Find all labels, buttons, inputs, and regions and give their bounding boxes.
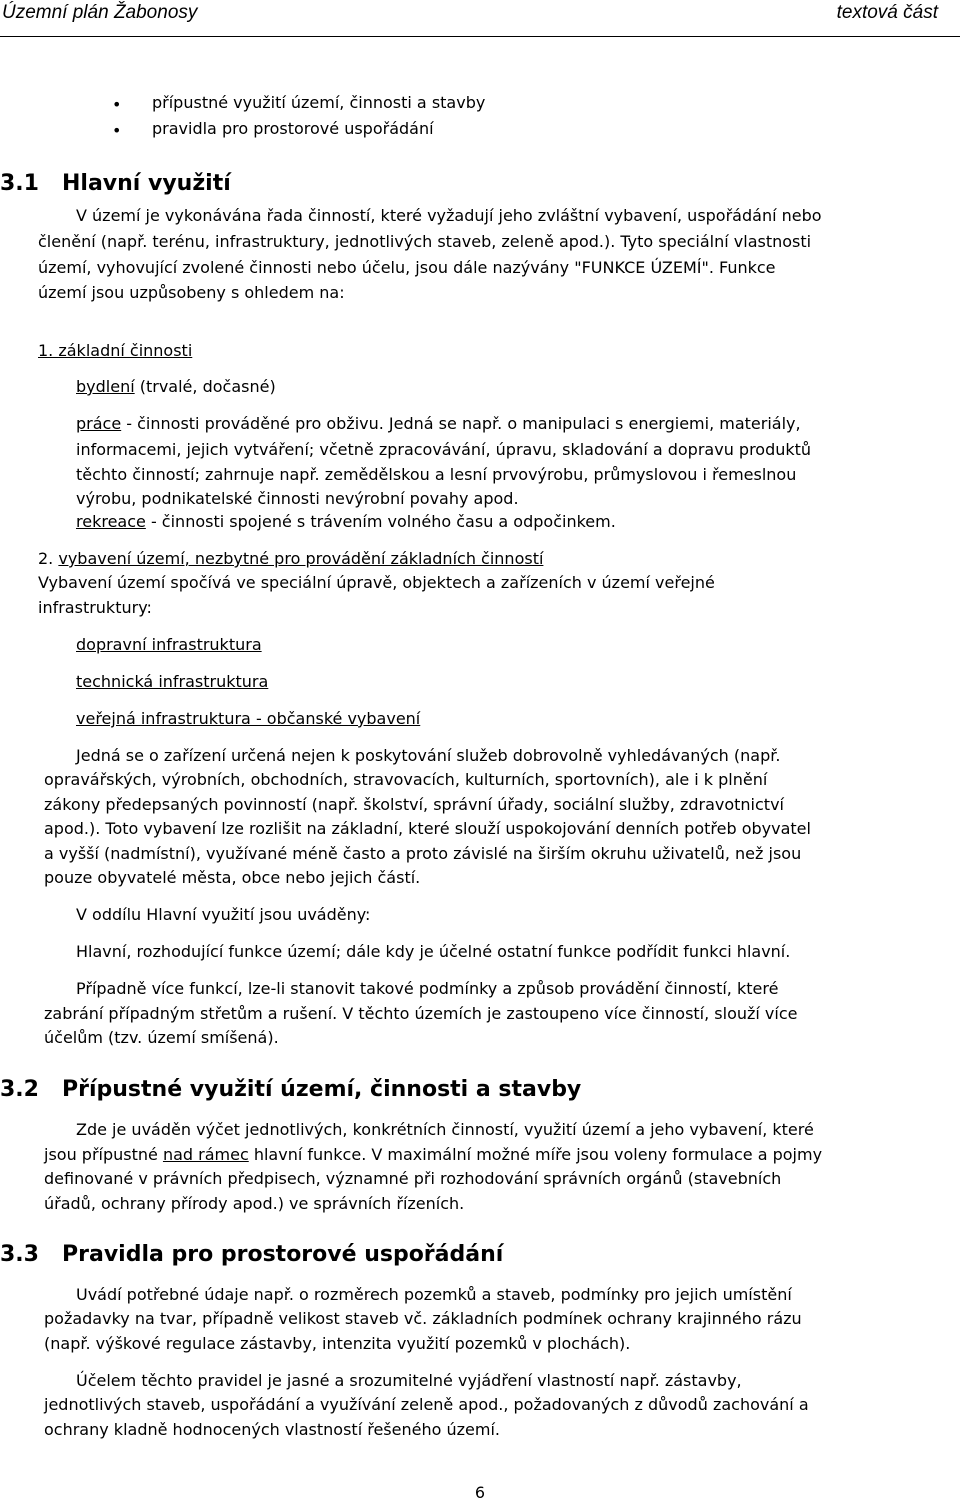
section-number: 3.3 — [0, 1242, 39, 1267]
emphasized-term: nad rámec — [162, 1145, 249, 1164]
paragraph-line: Hlavní, rozhodující funkce území; dále kdy je účelné ostatní funkce podřídit funkci hlavní. — [76, 942, 791, 961]
section-number: 3.2 — [0, 1077, 39, 1102]
paragraph-line: členění (např. terénu, infrastruktury, jednotlivých staveb, zeleně apod.). Tyto speciální vlastnosti — [38, 232, 812, 251]
paragraph-line: úřadů, ochrany přírody apod.) ve správních řízeních. — [44, 1194, 465, 1213]
paragraph-line: těchto činností; zahrnuje např. zemědělskou a lesní prvovýrobu, průmyslovou i řemeslnou — [76, 465, 797, 484]
definition-text: - činnosti spojené s trávením volného času a odpočinkem. — [145, 512, 616, 531]
paragraph-line: infrastruktury: — [38, 598, 152, 617]
header-section-label: textová část — [836, 2, 938, 23]
paragraph-line: a vyšší (nadmístní), využívané méně často a proto závislé na širším okruhu uživatelů, než jsou — [44, 844, 802, 863]
list-item-heading: 1. základní činnosti — [38, 341, 193, 360]
bullet-text: přípustné využití území, činnosti a stavby — [152, 93, 486, 112]
section-title: Přípustné využití území, činnosti a stavby — [62, 1077, 582, 1102]
bullet-icon: • — [112, 95, 122, 114]
paragraph-line: informacemi, jejich vytváření; včetně zpracovávání, úpravu, skladování a dopravu produktů — [76, 440, 812, 459]
term: rekreace — [76, 512, 146, 531]
section-title: Pravidla pro prostorové uspořádání — [62, 1242, 504, 1267]
paragraph-line: (např. výškové regulace zástavby, intenzita využití pozemků v plochách). — [44, 1334, 631, 1353]
paragraph-line: pouze obyvatelé města, obce nebo jejich částí. — [44, 868, 421, 887]
paragraph-line: Uvádí potřebné údaje např. o rozměrech pozemků a staveb, podmínky pro jejich umístění — [76, 1285, 792, 1304]
paragraph-line: Zde je uváděn výčet jednotlivých, konkrétních činností, využití území a jeho vybavení, které — [76, 1120, 814, 1139]
paragraph-line: zabrání případným střetům a rušení. V těchto územích je zastoupeno více činností, slouží více — [44, 1004, 798, 1023]
paragraph-line: Účelem těchto pravidel je jasné a srozumitelné vyjádření vlastností např. zástavby, — [76, 1371, 742, 1390]
definition-rekreace — [76, 511, 616, 533]
paragraph-line: opravářských, výrobních, obchodních, stravovacích, kulturních, sportovních), ale i k plnění — [44, 770, 768, 789]
paragraph-line: výrobu, podnikatelské činnosti nevýrobní povahy apod. — [76, 489, 519, 508]
paragraph-line: V oddílu Hlavní využití jsou uváděny: — [76, 905, 371, 924]
paragraph-line: území, vyhovující zvolené činnosti nebo účelu, jsou dále nazývány "FUNKCE ÚZEMÍ". Funkce — [38, 258, 776, 277]
paragraph-line: požadavky na tvar, případně velikost staveb vč. základních podmínek ochrany krajinného rázu — [44, 1309, 802, 1328]
paragraph-line: účelům (tzv. území smíšená). — [44, 1028, 279, 1047]
paragraph-line: definované v právních předpisech, významné při rozhodování správních orgánů (stavebních — [44, 1169, 782, 1188]
section-number: 3.1 — [0, 171, 39, 196]
paragraph-line: apod.). Toto vybavení lze rozlišit na základní, které slouží uspokojování denních potřeb obyvatel — [44, 819, 811, 838]
paragraph-line: Vybavení území spočívá ve speciální úpravě, objektech a zařízeních v území veřejné — [38, 573, 715, 592]
section-title: Hlavní využití — [62, 171, 231, 196]
bullet-text: pravidla pro prostorové uspořádání — [152, 119, 434, 138]
list-item-heading: 2. vybavení území, nezbytné pro provádění základních činností — [38, 549, 544, 568]
definition-text: (trvalé, dočasné) — [134, 377, 276, 396]
paragraph-line: V území je vykonávána řada činností, které vyžadují jeho zvláštní vybavení, uspořádání nebo — [76, 206, 822, 225]
paragraph-line: zákony předepsaných povinností (např. školství, správní úřady, sociální služby, zdravotnictví — [44, 795, 784, 814]
infrastructure-item: dopravní infrastruktura — [76, 635, 262, 654]
term: bydlení — [76, 377, 135, 396]
page-header — [0, 0, 960, 37]
paragraph-line: území jsou uzpůsobeny s ohledem na: — [38, 283, 345, 302]
bullet-icon: • — [112, 121, 122, 140]
page-number: 6 — [474, 1483, 486, 1502]
paragraph-line: jsou přípustné nad rámec hlavní funkce. V maximální možné míře jsou voleny formulace a pojmy — [44, 1145, 823, 1164]
term: práce — [76, 414, 122, 433]
paragraph-line: jednotlivých staveb, uspořádání a využívání zeleně apod., požadovaných z důvodů zachování a — [44, 1395, 809, 1414]
definition-bydleni — [76, 376, 276, 398]
infrastructure-item: veřejná infrastruktura - občanské vybavení — [76, 709, 421, 728]
paragraph-line: Jedná se o zařízení určená nejen k poskytování služeb dobrovolně vyhledávaných (např. — [76, 746, 781, 765]
infrastructure-item: technická infrastruktura — [76, 672, 269, 691]
paragraph-line: Případně více funkcí, lze-li stanovit takové podmínky a způsob provádění činností, které — [76, 979, 779, 998]
header-document-title: Územní plán Žabonosy — [2, 2, 198, 23]
definition-prace — [76, 413, 801, 435]
paragraph-line: ochrany kladně hodnocených vlastností řešeného území. — [44, 1420, 500, 1439]
definition-text: - činnosti prováděné pro obživu. Jedná se např. o manipulaci s energiemi, materiály, — [121, 414, 801, 433]
